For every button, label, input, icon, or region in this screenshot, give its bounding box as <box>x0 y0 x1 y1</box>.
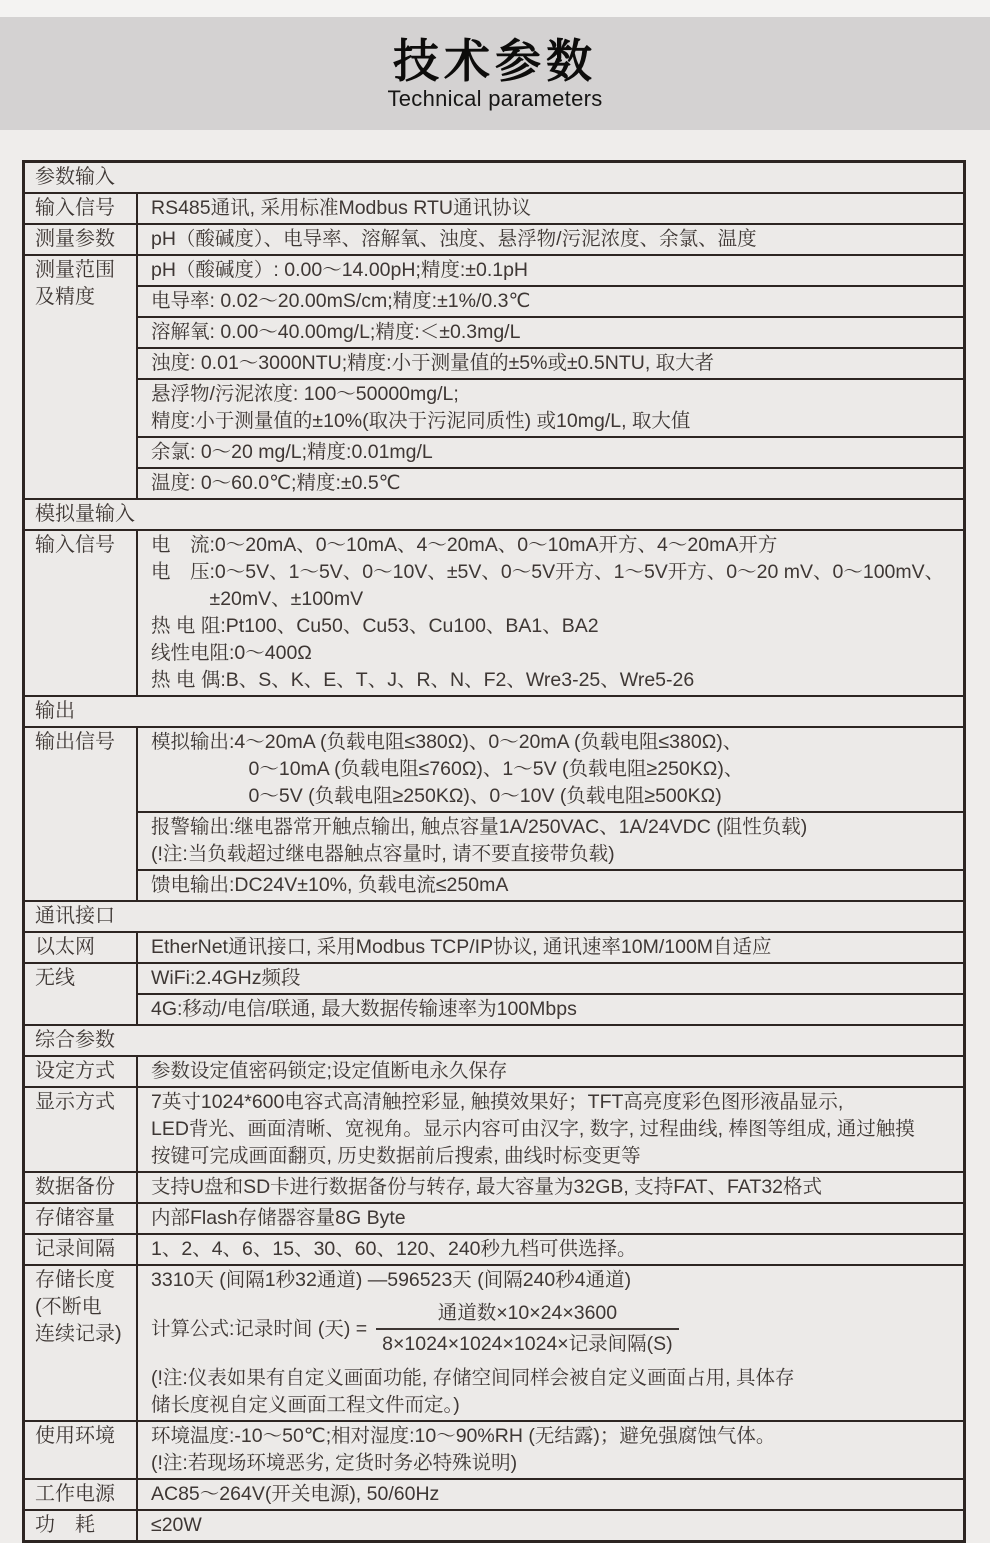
value-line: 报警输出:继电器常开触点输出, 触点容量1A/250VAC、1A/24VDC (阻性负载) <box>151 816 808 838</box>
section-row: 输出 <box>25 695 963 726</box>
sub-row <box>138 811 963 869</box>
sub-row <box>138 194 963 223</box>
section-row: 模拟量输入 <box>25 498 963 529</box>
row-value <box>138 225 963 254</box>
spec-row <box>25 1420 963 1478</box>
value-line: 热 电 偶:B、S、K、E、T、J、R、N、F2、Wre3-25、Wre5-26 <box>151 669 695 691</box>
value-line: 1、2、4、6、15、30、60、120、240秒九档可供选择。 <box>151 1238 637 1260</box>
label-line: 使用环境 <box>35 1425 115 1447</box>
value-line: 4G:移动/电信/联通, 最大数据传输速率为100Mbps <box>151 998 577 1020</box>
row-label <box>25 225 138 254</box>
label-line: 及精度 <box>35 286 95 308</box>
sub-row <box>138 225 963 254</box>
value-line: AC85～264V(开关电源), 50/60Hz <box>151 1483 440 1505</box>
value-line: EtherNet通讯接口, 采用Modbus TCP/IP协议, 通讯速率10M/100M自适应 <box>151 936 772 958</box>
value-line: 溶解氧: 0.00～40.00mg/L;精度:＜±0.3mg/L <box>151 321 521 343</box>
page-title: 技术参数 <box>393 35 597 88</box>
value-line: 热 电 阻:Pt100、Cu50、Cu53、Cu100、BA1、BA2 <box>151 615 599 637</box>
row-value <box>138 256 963 498</box>
spec-row <box>25 1086 963 1171</box>
sub-row <box>138 1088 963 1171</box>
sub-row <box>138 933 963 962</box>
sub-row <box>138 728 963 811</box>
sub-row <box>138 378 963 436</box>
spec-row <box>25 962 963 1024</box>
value-line: 0～5V (负载电阻≥250KΩ)、0～10V (负载电阻≥500KΩ) <box>151 785 722 807</box>
spec-row <box>25 1264 963 1420</box>
value-line: 浊度: 0.01～3000NTU;精度:小于测量值的±5%或±0.5NTU, 取大者 <box>151 352 715 374</box>
row-value <box>138 728 963 900</box>
row-label <box>25 933 138 962</box>
sub-row <box>138 1480 963 1509</box>
spec-row <box>25 254 963 498</box>
row-value <box>138 1057 963 1086</box>
value-line: 参数设定值密码锁定;设定值断电永久保存 <box>151 1060 508 1082</box>
content-area <box>0 130 990 1543</box>
top-strip <box>0 0 990 17</box>
section-row: 通讯接口 <box>25 900 963 931</box>
sub-row <box>138 993 963 1024</box>
sub-row <box>138 531 963 695</box>
formula-prefix: 计算公式:记录时间 (天) = <box>151 1317 368 1340</box>
label-line: 无线 <box>35 967 75 989</box>
label-line: 记录间隔 <box>35 1238 115 1260</box>
label-line: 连续记录) <box>35 1323 122 1345</box>
section-row: 综合参数 <box>25 1024 963 1055</box>
row-value <box>138 1422 963 1478</box>
note-line: (!注:仪表如果有自定义画面功能, 存储空间同样会被自定义画面占用, 具体存 <box>151 1367 795 1389</box>
label-line: 输出信号 <box>35 731 115 753</box>
label-line: 工作电源 <box>35 1483 115 1505</box>
row-value <box>138 964 963 1024</box>
spec-row <box>25 726 963 900</box>
label-line: 测量范围 <box>35 259 115 281</box>
label-line: 输入信号 <box>35 534 115 556</box>
row-label <box>25 1511 138 1540</box>
value-line: RS485通讯, 采用标准Modbus RTU通讯协议 <box>151 197 531 219</box>
row-label <box>25 728 138 900</box>
spec-row <box>25 1202 963 1233</box>
value-line: 模拟输出:4～20mA (负载电阻≤380Ω)、0～20mA (负载电阻≤380Ω)、 <box>151 731 743 753</box>
row-label <box>25 1235 138 1264</box>
sub-row <box>138 347 963 378</box>
row-value <box>138 1266 963 1420</box>
spec-row <box>25 529 963 695</box>
sub-row <box>138 1057 963 1086</box>
value-line: 馈电输出:DC24V±10%, 负载电流≤250mA <box>151 874 509 896</box>
row-value <box>138 1088 963 1171</box>
row-value <box>138 194 963 223</box>
value-line: 7英寸1024*600电容式高清触控彩显, 触摸效果好；TFT高亮度彩色图形液晶显示, <box>151 1091 844 1113</box>
row-value <box>138 1204 963 1233</box>
label-line: 测量参数 <box>35 228 115 250</box>
fraction-numerator: 通道数×10×24×3600 <box>437 1302 618 1324</box>
spec-row <box>25 931 963 962</box>
value-line: 3310天 (间隔1秒32通道) —596523天 (间隔240秒4通道) <box>151 1269 632 1291</box>
row-label <box>25 1173 138 1202</box>
value-line: 支持U盘和SD卡进行数据备份与转存, 最大容量为32GB, 支持FAT、FAT32格式 <box>151 1176 823 1198</box>
value-line: ≤20W <box>151 1514 202 1536</box>
row-value <box>138 1173 963 1202</box>
sub-row <box>138 1511 963 1540</box>
label-line: 数据备份 <box>35 1176 115 1198</box>
sub-row <box>138 467 963 498</box>
value-line: 精度:小于测量值的±10%(取决于污泥同质性) 或10mg/L, 取大值 <box>151 410 691 432</box>
row-label <box>25 1480 138 1509</box>
value-line: 线性电阻:0～400Ω <box>151 642 312 664</box>
sub-row <box>138 285 963 316</box>
spec-row <box>25 192 963 223</box>
spec-row <box>25 1171 963 1202</box>
label-line: 功 耗 <box>35 1514 95 1536</box>
value-line: WiFi:2.4GHz频段 <box>151 967 301 989</box>
value-line: 电 流:0～20mA、0～10mA、4～20mA、0～10mA开方、4～20mA开方 <box>151 534 778 556</box>
sub-row <box>138 869 963 900</box>
header-band <box>0 17 990 130</box>
sub-row <box>138 1266 963 1420</box>
spec-row <box>25 1509 963 1540</box>
fraction-denominator: 8×1024×1024×1024×记录间隔(S) <box>376 1328 679 1358</box>
value-line: 温度: 0～60.0℃;精度:±0.5℃ <box>151 472 401 494</box>
value-line: 按键可完成画面翻页, 历史数据前后搜索, 曲线时标变更等 <box>151 1145 641 1167</box>
row-value <box>138 1480 963 1509</box>
sub-row <box>138 1204 963 1233</box>
row-label <box>25 1057 138 1086</box>
label-line: 输入信号 <box>35 197 115 219</box>
sub-row <box>138 256 963 285</box>
value-line: 电导率: 0.02～20.00mS/cm;精度:±1%/0.3℃ <box>151 290 531 312</box>
value-line: 0～10mA (负载电阻≤760Ω)、1～5V (负载电阻≥250KΩ)、 <box>151 758 744 780</box>
label-line: 设定方式 <box>35 1060 115 1082</box>
value-line: 悬浮物/污泥浓度: 100～50000mg/L; <box>151 383 459 405</box>
value-line: (!注:若现场环境恶劣, 定货时务必特殊说明) <box>151 1452 518 1474</box>
label-line: 以太网 <box>35 936 95 958</box>
note-line: 储长度视自定义画面工程文件而定。) <box>151 1394 460 1416</box>
spec-row <box>25 1233 963 1264</box>
spec-table <box>22 160 966 1543</box>
page-subtitle: Technical parameters <box>387 85 603 111</box>
section-row: 参数输入 <box>35 166 115 188</box>
label-line: 显示方式 <box>35 1091 115 1113</box>
row-label <box>25 1204 138 1233</box>
formula <box>151 1300 957 1358</box>
value-line: 内部Flash存储器容量8G Byte <box>151 1207 406 1229</box>
value-line: 余氯: 0～20 mg/L;精度:0.01mg/L <box>151 441 433 463</box>
sub-row <box>138 1235 963 1264</box>
fraction <box>376 1300 679 1358</box>
value-line: ±20mV、±100mV <box>151 588 364 610</box>
row-label <box>25 1422 138 1478</box>
sub-row <box>138 436 963 467</box>
sub-row <box>138 1422 963 1478</box>
spec-row <box>25 223 963 254</box>
value-line: pH（酸碱度）: 0.00～14.00pH;精度:±0.1pH <box>151 259 529 281</box>
row-label <box>25 1088 138 1171</box>
sub-row <box>138 964 963 993</box>
row-label <box>25 256 138 498</box>
row-label <box>25 1266 138 1420</box>
sub-row <box>138 1173 963 1202</box>
spec-row <box>25 1055 963 1086</box>
row-value <box>138 531 963 695</box>
label-line: 存储长度 <box>35 1269 115 1291</box>
value-line: 电 压:0～5V、1～5V、0～10V、±5V、0～5V开方、1～5V开方、0～20 mV、0～100mV、 <box>151 561 945 583</box>
row-value <box>138 1235 963 1264</box>
sub-row <box>138 316 963 347</box>
spec-row <box>25 1478 963 1509</box>
value-line: (!注:当负载超过继电器触点容量时, 请不要直接带负载) <box>151 843 615 865</box>
label-line: 存储容量 <box>35 1207 115 1229</box>
value-line: LED背光、画面清晰、宽视角。显示内容可由汉字, 数字, 过程曲线, 棒图等组成, 通过触摸 <box>151 1118 915 1140</box>
row-label <box>25 531 138 695</box>
value-line: pH（酸碱度）、电导率、溶解氧、浊度、悬浮物/污泥浓度、余氯、温度 <box>151 228 757 250</box>
label-line: (不断电 <box>35 1296 102 1318</box>
row-label <box>25 964 138 1024</box>
row-value <box>138 1511 963 1540</box>
row-value <box>138 933 963 962</box>
row-label <box>25 194 138 223</box>
value-line: 环境温度:-10～50℃;相对湿度:10～90%RH (无结露)；避免强腐蚀气体。 <box>151 1425 776 1447</box>
